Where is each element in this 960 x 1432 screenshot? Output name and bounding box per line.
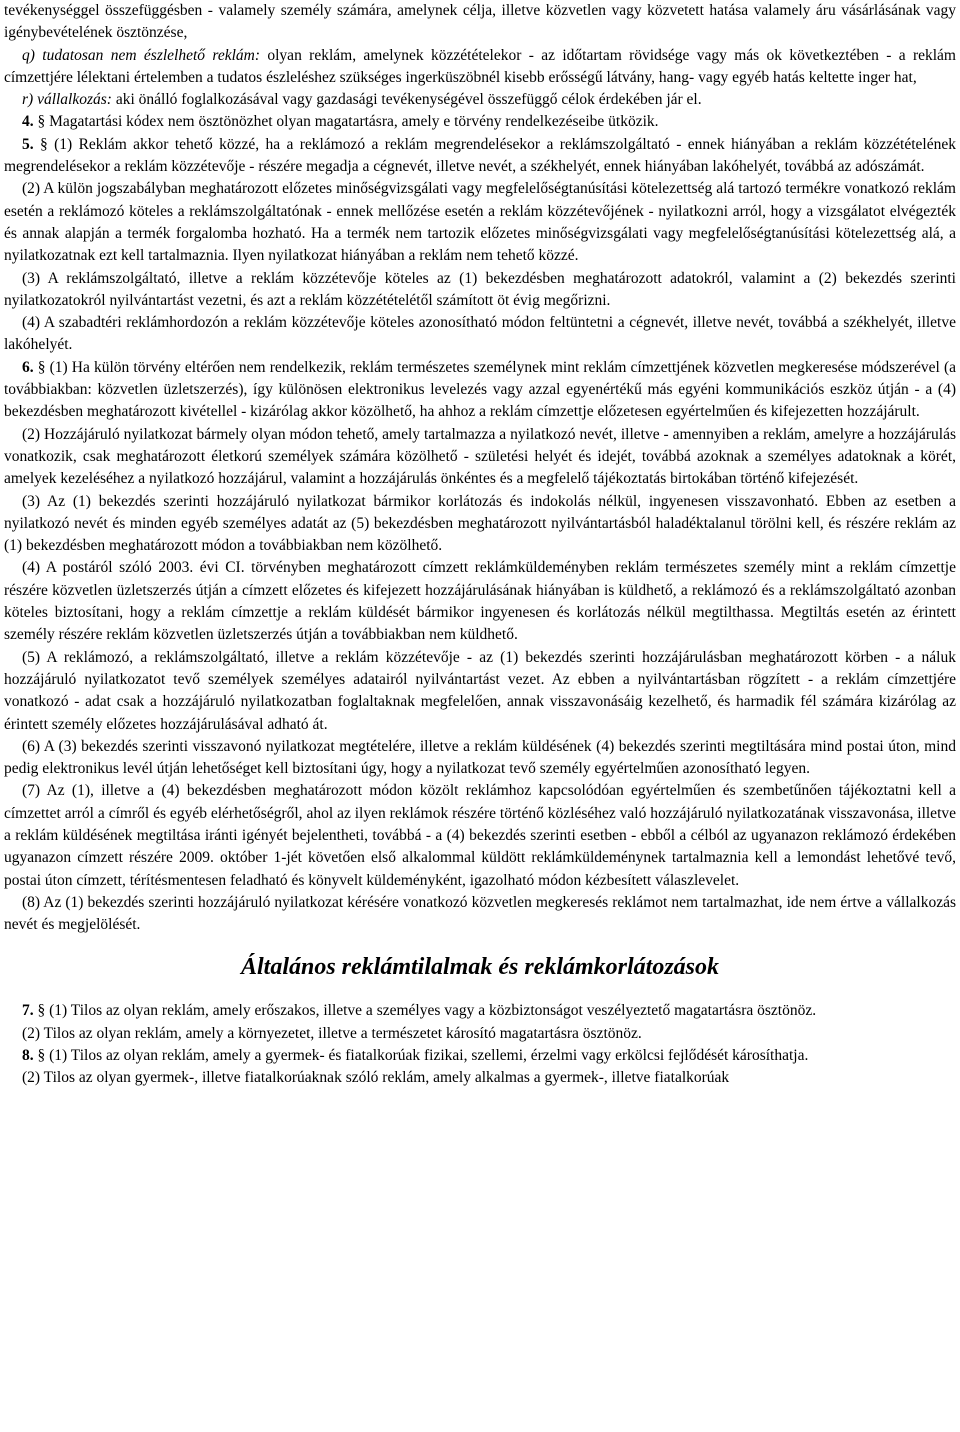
- paragraph-p8: [4, 357, 956, 424]
- text-run: (4) A postáról szóló 2003. évi CI. törvényben meghatározott címzett reklámküldeményben reklám természetes személy mint a reklám címzettje részére közvetlen üzletszerzés útján a címzett előzetes és kifejezett hozzájárulásának hiányában is küldhető, a reklámozó és a reklámszolgáltató azonban köteles biztosítani, hogy a reklám címzettje a reklám küldését bármikor ingyenesen és korlátozás nélkül megtilthassa. Megtiltás esetén az érintett személy részére reklám közvetlen üzletszerzés útján a továbbiakban nem küldhető.: [4, 559, 956, 644]
- paragraph-p0: [4, 0, 956, 45]
- paragraph-p18: [4, 1045, 956, 1067]
- paragraph-p15: [4, 892, 956, 937]
- paragraph-p19: [4, 1067, 956, 1089]
- text-run: olyan reklám, amelynek közzétételekor - az időtartam rövidsége vagy más ok következtében - a reklám címzettjére lélektani értelemben a tudatos észleléshez szükséges ingerküszöbnél kisebb erősségű látvány, hang- vagy egyéb hatás keltette inger hat,: [4, 46, 956, 86]
- text-run: (6) A (3) bekezdés szerinti visszavonó nyilatkozat megtételére, illetve a reklám küldésének (4) bekezdés szerinti megtiltására mind postai úton, mind pedig elektronikus levél útján lehetőséget kell biztosítani úgy, hogy a nyilatkozat tevő személy egyértelműen azonosítható legyen.: [4, 737, 956, 778]
- paragraph-p3: [4, 111, 956, 133]
- text-run: 6.: [22, 358, 38, 376]
- text-run: 8.: [22, 1047, 38, 1065]
- text-run: § (1) Tilos az olyan reklám, amely a gyermek- és fiatalkorúak fizikai, szellemi, érzelmi vagy erkölcsi fejlődését károsíthatja.: [37, 1047, 809, 1065]
- text-run: 5.: [22, 135, 41, 153]
- text-run: (8) Az (1) bekezdés szerinti hozzájáruló nyilatkozat kérésére vonatkozó közvetlen megkeresés reklámot nem tartalmazhat, ide nem értve a vállalkozás nevét és megjelölését.: [4, 893, 956, 934]
- text-run: § (1) Tilos az olyan reklám, amely erőszakos, illetve a személyes vagy a közbiztonságot veszélyeztető magatartásra ösztönöz.: [37, 1002, 817, 1020]
- paragraph-p12: [4, 647, 956, 736]
- paragraph-p4: [4, 134, 956, 179]
- section-heading: Általános reklámtilalmak és reklámkorlátozások: [240, 954, 720, 981]
- text-block-bottom: [4, 1000, 956, 1089]
- paragraph-p6: [4, 268, 956, 313]
- paragraph-p17: [4, 1023, 956, 1045]
- text-run: § (1) Reklám akkor tehető közzé, ha a reklámozó a reklám megrendelésekor a reklámszolgáltató - ennek hiányában a reklám közzétételének megrendelésekor a reklám közzétevője - részére megadja a cégnevét, illetve nevét, a székhelyét, ennek hiányában lakóhelyét, továbbá az adószámát.: [4, 135, 956, 176]
- text-run: (7) Az (1), illetve a (4) bekezdésben meghatározott módon közölt reklámhoz kapcsolódóan egyértelműen és szembetűnően tájékoztatni kell a címzettet arról a címről és egyéb elérhetőségről, ahol az ilyen reklámok részére történő közléséhez való hozzájáruló nyilatkozatának visszavonása, illetve a reklám küldésének megtiltása iránti igényét bejelentheti, továbbá - a (4) bekezdés szerinti esetben - ebből a célból az ugyanazon reklámozó érdekében ugyanazon címzett részére 2009. október 1-jét követően első alkalommal küldött reklámküldeménynek tartalmaznia kell a lemondást lehetővé tevő, postai úton címzett, térítésmentesen feladható és könyvelt küldeményként, igazolható módon kézbesített válaszlevelet.: [4, 782, 956, 889]
- text-run: (3) A reklámszolgáltató, illetve a reklám közzétevője köteles az (1) bekezdésben meghatározott adatokról, valamint a (2) bekezdés szerinti nyilatkozatokról nyilvántartást vezetni, és azt a reklám közzétételétől számított öt évig megőrizni.: [4, 269, 956, 309]
- paragraph-p10: [4, 491, 956, 558]
- text-run: aki önálló foglalkozásával vagy gazdasági tevékenységével összefüggő célok érdekében jár el.: [111, 91, 702, 109]
- text-run: (2) Hozzájáruló nyilatkozat bármely olyan módon tehető, amely tartalmazza a nyilatkozó nevét, illetve - amennyiben a reklám, amelyre a hozzájárulás vonatkozik, csak meghatározott életkorú személyek számára közölhető - születési helyét és idejét, továbbá azoknak a személyes adatoknak a körét, amelyek kezeléséhez a nyilatkozó hozzájárul, valamint a hozzájárulás önkéntes és a megfelelő tájékoztatás birtokában történő kifejezését.: [4, 425, 956, 488]
- text-run: (3) Az (1) bekezdés szerinti hozzájáruló nyilatkozat bármikor korlátozás és indokolás nélkül, ingyenesen visszavonható. Ebben az esetben a nyilatkozó nevét és minden egyéb személyes adatát az (5) bekezdésben meghatározott nyilvántartásból haladéktalanul törölni kell, és részére reklám az (1) bekezdésben meghatározott módon a továbbiakban nem közölhető.: [4, 492, 956, 555]
- text-run: 7.: [22, 1002, 38, 1020]
- paragraph-p13: [4, 736, 956, 781]
- text-run: r) vállalkozás:: [22, 91, 112, 109]
- paragraph-p16: [4, 1000, 956, 1022]
- paragraph-p5: [4, 178, 956, 267]
- text-run: (2) Tilos az olyan reklám, amely a környezetet, illetve a természetet károsító magatartásra ösztönöz.: [22, 1024, 642, 1042]
- paragraph-p7: [4, 312, 956, 357]
- text-run: § Magatartási kódex nem ösztönözhet olyan magatartásra, amely e törvény rendelkezéseibe ütközik.: [37, 113, 659, 131]
- text-run: (2) Tilos az olyan gyermek-, illetve fiatalkorúaknak szóló reklám, amely alkalmas a gyermek-, illetve fiatalkorúak: [22, 1069, 730, 1087]
- paragraph-p11: [4, 557, 956, 646]
- text-run: (4) A szabadtéri reklámhordozón a reklám közzétevője köteles azonosítható módon feltüntetni a cégnevét, illetve nevét, továbbá a székhelyét, illetve lakóhelyét.: [4, 314, 956, 354]
- paragraph-p9: [4, 424, 956, 491]
- text-run: (5) A reklámozó, a reklámszolgáltató, illetve a reklám közzétevője - az (1) bekezdés szerinti hozzájárulásban meghatározott körben - a náluk hozzájáruló nyilatkozatot tevő személyek személyes adatairól nyilvántartást vezet. Az ebben a nyilvántartásban rögzített - a reklám címzettjére vonatkozó - adat csak a hozzájáruló nyilatkozatban foglaltaknak megfelelően, annak visszavonásáig kezelhető, és harmadik fél számára kizárólag az érintett személy előzetes hozzájárulásával adható át.: [4, 648, 956, 733]
- text-run: (2) A külön jogszabályban meghatározott előzetes minőségvizsgálati vagy megfelelőségtanúsítási kötelezettség alá tartozó termékre vonatkozó reklám esetén a reklámozó köteles a reklámszolgáltatónak - ennek mellőzése esetén a reklám közzétevőjének - nyilatkozni arról, hogy a vizsgálatot elvégezték és annak alapján a termék forgalomba hozható. Ha a termék nem tartozik előzetes minőségvizsgálati vagy megfelelőségtanúsítási kötelezettség alá, a nyilatkozatnak ezt kell tartalmaznia. Ilyen nyilatkozat hiányában a reklám nem tehető közzé.: [4, 180, 956, 265]
- paragraph-p1: [4, 45, 956, 90]
- document-page: [4, 0, 956, 1090]
- text-run: § (1) Ha külön törvény eltérően nem rendelkezik, reklám természetes személynek mint reklám címzettjének közvetlen megkeresése módszerével (a továbbiakban: közvetlen üzletszerzés), így különösen elektronikus levelezés vagy azzal egyenértékű más egyéni kommunikációs eszköz útján - a (4) bekezdésben meghatározott kivétellel - kizárólag akkor közölhető, ha ahhoz a reklám címzettje előzetesen egyértelműen és kifejezetten hozzájárult.: [4, 358, 956, 421]
- paragraph-p14: [4, 780, 956, 891]
- text-run: tevékenységgel összefüggésben - valamely személy számára, amelynek célja, illetve közvetlen vagy közvetett hatása valamely áru vásárlásának vagy igénybevételének ösztönzése,: [4, 2, 956, 42]
- text-run: q) tudatosan nem észlelhető reklám:: [22, 46, 261, 64]
- text-block-top: [4, 0, 956, 936]
- paragraph-p2: [4, 89, 956, 111]
- text-run: 4.: [22, 113, 38, 131]
